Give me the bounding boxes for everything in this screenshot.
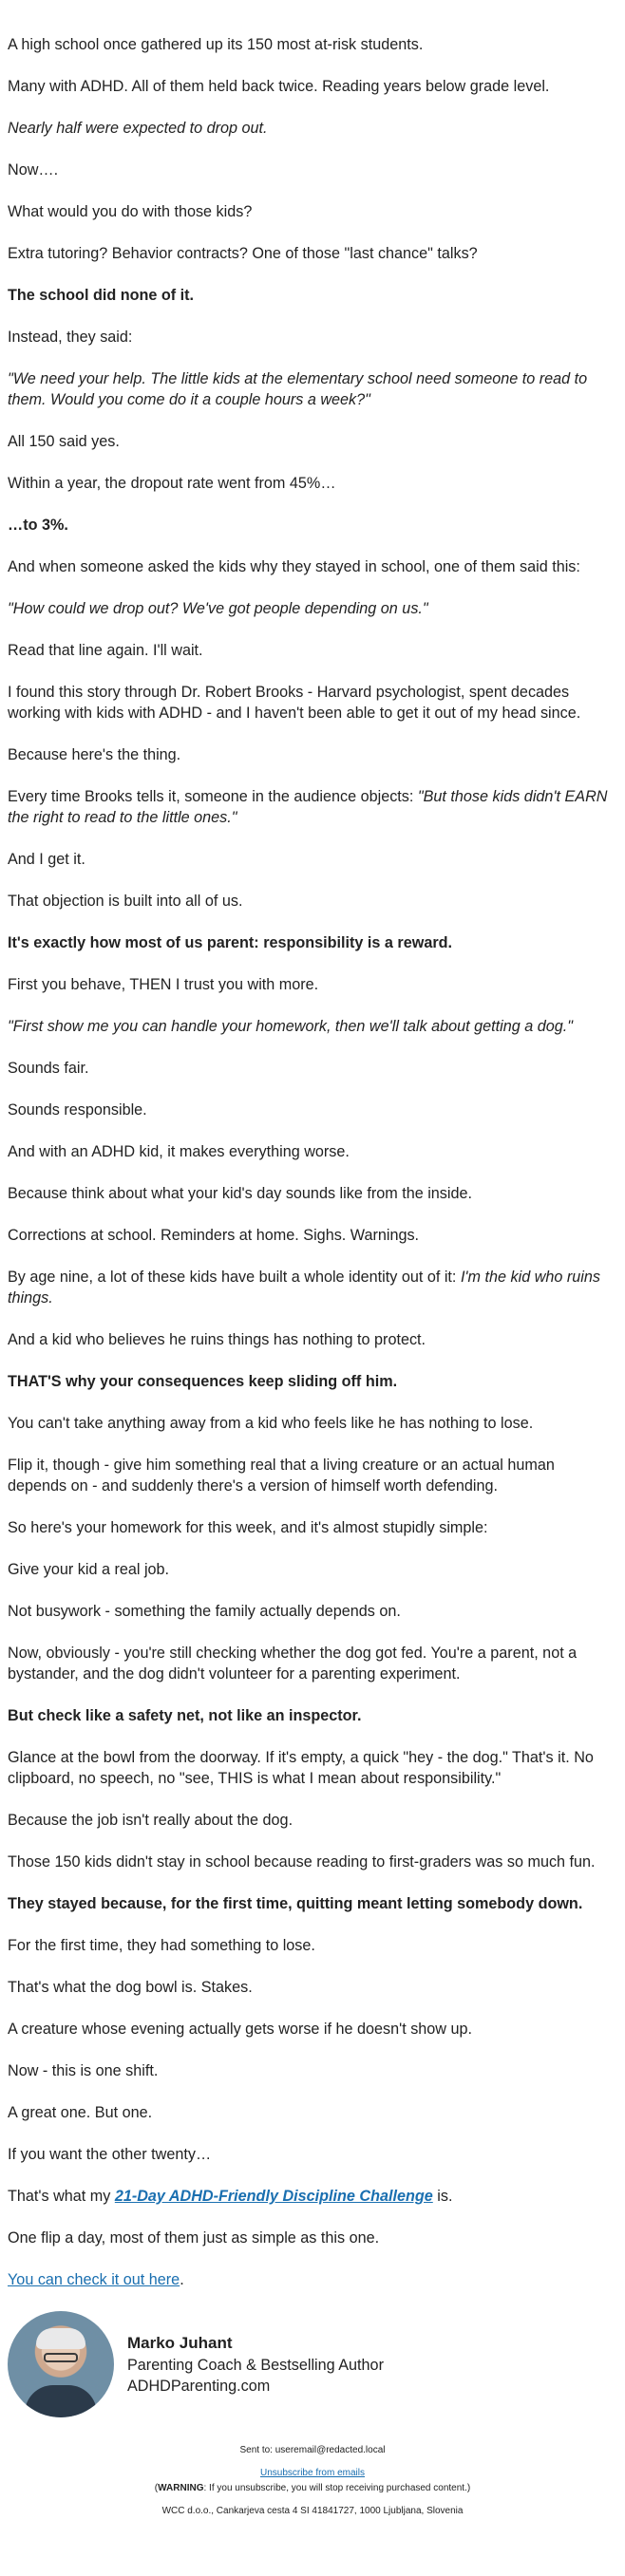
challenge-suffix: is. [432,2188,453,2205]
paragraph-text: If you want the other twenty… [8,2146,212,2163]
paragraph-text: Instead, they said: [8,329,133,346]
paragraph [8,1935,617,1956]
warning-text: : If you unsubscribe, you will stop receiving purchased content.) [203,2483,471,2493]
paragraph [8,118,617,139]
paragraph-text: What would you do with those kids? [8,203,253,220]
paragraph-text: Those 150 kids didn't stay in school because reading to first-graders was so much fun. [8,1853,596,1871]
paragraph [8,1058,617,1079]
paragraph-text: By age nine, a lot of these kids have built a whole identity out of it: [8,1269,461,1286]
signature-text [127,2332,384,2397]
author-avatar [8,2311,114,2417]
challenge-prefix: That's what my [8,2188,115,2205]
paragraph [8,285,617,306]
paragraph-text: …to 3%. [8,517,68,534]
paragraph [8,1371,617,1392]
paragraph-text: Now…. [8,161,59,179]
paragraph [8,556,617,577]
paragraph-text: So here's your homework for this week, and it's almost stupidly simple: [8,1519,488,1536]
signature-title: Parenting Coach & Bestselling Author [127,2357,384,2374]
paragraph-quote: "But those kids didn't EARN the right to read to the little ones." [8,788,608,826]
paragraph [8,34,617,55]
paragraph-text: Read that line again. I'll wait. [8,642,203,659]
paragraph [8,598,617,619]
paragraph-text: That objection is built into all of us. [8,893,243,910]
paragraph [8,891,617,912]
paragraph-text: "We need your help. The little kids at the elementary school need someone to read to them. Would you come do it a couple hours a week?" [8,370,588,408]
paragraph [8,1100,617,1120]
paragraph-text: Every time Brooks tells it, someone in the audience objects: [8,788,418,805]
paragraph-text: And a kid who believes he ruins things has nothing to protect. [8,1331,426,1348]
unsubscribe-warning: (WARNING: If you unsubscribe, you will stop receiving purchased content.) [154,2483,471,2493]
paragraph-text: Now, obviously - you're still checking whether the dog got fed. You're a parent, not a bystander, and the dog didn't volunteer for a parenting experiment. [8,1645,578,1683]
paragraph-text: A high school once gathered up its 150 most at-risk students. [8,36,424,53]
paragraph-text: Give your kid a real job. [8,1561,170,1578]
paragraph-text: It's exactly how most of us parent: responsibility is a reward. [8,934,453,951]
signature-block [8,2311,617,2417]
paragraph-text: Because here's the thing. [8,746,181,763]
company-address: WCC d.o.o., Cankarjeva cesta 4 SI 41841727, 1000 Ljubljana, Slovenia [161,2506,464,2516]
paragraph-text: Nearly half were expected to drop out. [8,120,268,137]
paragraph-text: I found this story through Dr. Robert Brooks - Harvard psychologist, spent decades working with kids with ADHD - and I haven't been able to get it out of my head since. [8,684,581,722]
cta-suffix: . [180,2271,184,2288]
paragraph [8,1016,617,1037]
paragraph [8,849,617,870]
closing-paragraph: One flip a day, most of them just as simple as this one. [8,2229,380,2247]
paragraph [8,1893,617,1914]
paragraph-text: Many with ADHD. All of them held back twice. Reading years below grade level. [8,78,550,95]
paragraph [8,2144,617,2165]
unsubscribe-link[interactable]: Unsubscribe from emails [259,2468,366,2478]
paragraph [8,76,617,97]
paragraph [8,1601,617,1622]
paragraph-text: For the first time, they had something to lose. [8,1937,315,1954]
paragraph-text: The school did none of it. [8,287,195,304]
paragraph-text: Extra tutoring? Behavior contracts? One of those "last chance" talks? [8,245,478,262]
paragraph-text: Because think about what your kid's day sounds like from the inside. [8,1185,472,1202]
paragraph [8,243,617,264]
paragraph [8,368,617,410]
email-paragraphs [8,34,617,2165]
paragraph [8,1141,617,1162]
paragraph [8,1643,617,1684]
paragraph [8,1852,617,1872]
paragraph [8,1517,617,1538]
paragraph-text: And with an ADHD kid, it makes everything worse. [8,1143,350,1160]
sent-to: Sent to: useremail@redacted.local [239,2445,386,2455]
paragraph-text: Flip it, though - give him something real that a living creature or an actual human depends on - and suddenly there's a version of himself worth defending. [8,1457,555,1495]
paragraph [8,1559,617,1580]
paragraph [8,2102,617,2123]
paragraph-text: You can't take anything away from a kid who feels like he has nothing to lose. [8,1415,534,1432]
paragraph-text: Sounds fair. [8,1060,89,1077]
paragraph [8,1810,617,1831]
paragraph-text: They stayed because, for the first time, quitting meant letting somebody down. [8,1895,583,1912]
paragraph [8,1267,617,1308]
paragraph-text: And I get it. [8,851,85,868]
paragraph [8,786,617,828]
paragraph [8,1977,617,1998]
paragraph-text: That's what the dog bowl is. Stakes. [8,1979,253,1996]
paragraph [8,1455,617,1496]
paragraph [8,431,617,452]
paragraph-text: Not busywork - something the family actually depends on. [8,1603,401,1620]
paragraph [8,473,617,494]
paragraph-text: A great one. But one. [8,2104,153,2121]
paragraph-text: "First show me you can handle your homework, then we'll talk about getting a dog." [8,1018,573,1035]
paragraph-text: Because the job isn't really about the dog. [8,1812,294,1829]
paragraph-text: Glance at the bowl from the doorway. If it's empty, a quick "hey - the dog." That's it. No clipboard, no speech, no "see, THIS is what I mean about responsibility." [8,1749,594,1787]
paragraph-quote: I'm the kid who ruins things. [8,1269,600,1307]
cta-paragraph [8,2269,617,2290]
cta-link[interactable]: You can check it out here [8,2271,180,2288]
paragraph [8,2060,617,2081]
paragraph [8,1747,617,1789]
paragraph [8,974,617,995]
challenge-paragraph [8,2186,617,2207]
paragraph-text: But check like a safety net, not like an inspector. [8,1707,362,1724]
paragraph [8,1413,617,1434]
paragraph-text: And when someone asked the kids why they stayed in school, one of them said this: [8,558,580,575]
paragraph-text: THAT'S why your consequences keep sliding off him. [8,1373,398,1390]
warning-label: WARNING [158,2483,204,2493]
paragraph-text: Sounds responsible. [8,1101,147,1119]
paragraph-text: Corrections at school. Reminders at home. Sighs. Warnings. [8,1227,420,1244]
paragraph [8,1183,617,1204]
paragraph-text: "How could we drop out? We've got people depending on us." [8,600,428,617]
paragraph [8,682,617,724]
challenge-link[interactable]: 21-Day ADHD-Friendly Discipline Challenge [114,2188,433,2205]
paragraph-text: Within a year, the dropout rate went from 45%… [8,475,336,492]
paragraph [8,2019,617,2040]
paragraph [8,1225,617,1246]
paragraph [8,160,617,180]
paragraph-text: All 150 said yes. [8,433,120,450]
paragraph [8,744,617,765]
paragraph-text: A creature whose evening actually gets worse if he doesn't show up. [8,2021,472,2038]
paragraph-text: First you behave, THEN I trust you with more. [8,976,319,993]
paragraph-text: Now - this is one shift. [8,2062,159,2079]
email-footer [8,2444,617,2518]
paragraph [8,201,617,222]
paragraph [8,515,617,536]
paragraph [8,640,617,661]
paragraph [8,1329,617,1350]
signature-site: ADHDParenting.com [127,2378,271,2395]
paragraph [8,327,617,348]
signature-name: Marko Juhant [127,2334,233,2352]
paragraph [8,932,617,953]
paragraph [8,1705,617,1726]
